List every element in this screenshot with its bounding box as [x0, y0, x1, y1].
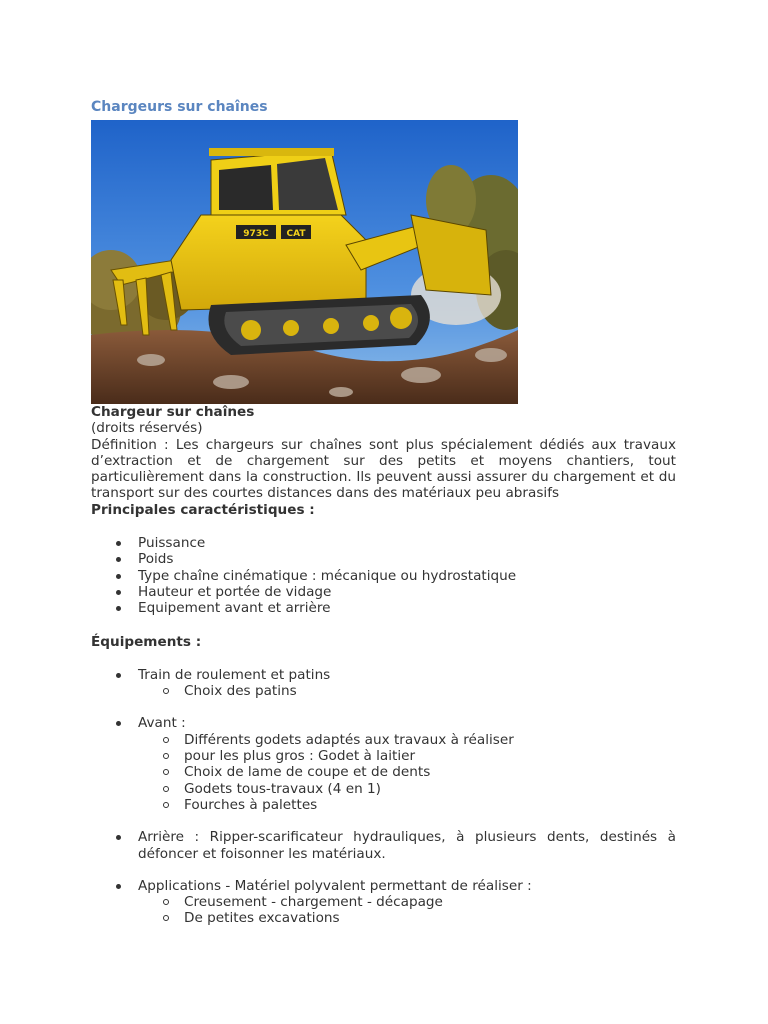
- equipment-item: [138, 829, 676, 862]
- equipment-sublist: [138, 683, 676, 699]
- sub-list-item: Choix de lame de coupe et de dents: [184, 764, 676, 780]
- list-item: Equipement avant et arrière: [138, 600, 676, 616]
- track: [209, 295, 430, 355]
- list-item: Puissance: [138, 535, 676, 551]
- sub-list-item: De petites excavations: [184, 910, 676, 926]
- equipment-item: [138, 715, 676, 813]
- sub-list-item: Fourches à palettes: [184, 797, 676, 813]
- document-page: [91, 97, 676, 927]
- list-item: Hauteur et portée de vidage: [138, 584, 676, 600]
- characteristics-list: [91, 535, 676, 616]
- equipment-list: [91, 667, 676, 927]
- sub-list-item: Creusement - chargement - décapage: [184, 894, 676, 910]
- page-title: Chargeurs sur chaînes: [91, 99, 268, 115]
- sub-list-item: Choix des patins: [184, 683, 676, 699]
- svg-text:CAT: CAT: [286, 229, 306, 239]
- sub-list-item: pour les plus gros : Godet à laitier: [184, 748, 676, 764]
- equipment-item-label: Arrière : Ripper-scarificateur hydrauliques, à plusieurs dents, destinés à défoncer et foisonner les matériaux.: [138, 829, 676, 862]
- track-loader-photo: [91, 120, 518, 404]
- sub-list-item: Godets tous-travaux (4 en 1): [184, 781, 676, 797]
- equipment-sublist: [138, 894, 676, 927]
- photo-caption-rights: (droits réservés): [91, 420, 203, 437]
- equipment-sublist: [138, 732, 676, 813]
- equipment-item-label: Applications - Matériel polyvalent permettant de réaliser :: [138, 877, 532, 894]
- equipment-item-label: Avant :: [138, 715, 186, 732]
- svg-text:973C: 973C: [243, 229, 269, 239]
- equipment-item: [138, 667, 676, 700]
- characteristics-title: Principales caractéristiques :: [91, 501, 315, 518]
- equipment-title: Équipements :: [91, 633, 202, 650]
- sub-list-item: Différents godets adaptés aux travaux à réaliser: [184, 732, 676, 748]
- list-item: Type chaîne cinématique : mécanique ou hydrostatique: [138, 568, 676, 584]
- definition-paragraph: Définition : Les chargeurs sur chaînes sont plus spécialement dédiés aux travaux d’extraction et de chargement sur des petits et moyens chantiers, tout particulièrement dans la construction. Ils peuvent aussi assurer du chargement et du transport sur des courtes distances dans des matériaux peu abrasifs: [91, 436, 676, 502]
- photo-caption-title: Chargeur sur chaînes: [91, 404, 255, 420]
- ripper: [111, 260, 181, 335]
- equipment-item-label: Train de roulement et patins: [138, 666, 331, 683]
- list-item: Poids: [138, 551, 676, 567]
- equipment-item: [138, 878, 676, 927]
